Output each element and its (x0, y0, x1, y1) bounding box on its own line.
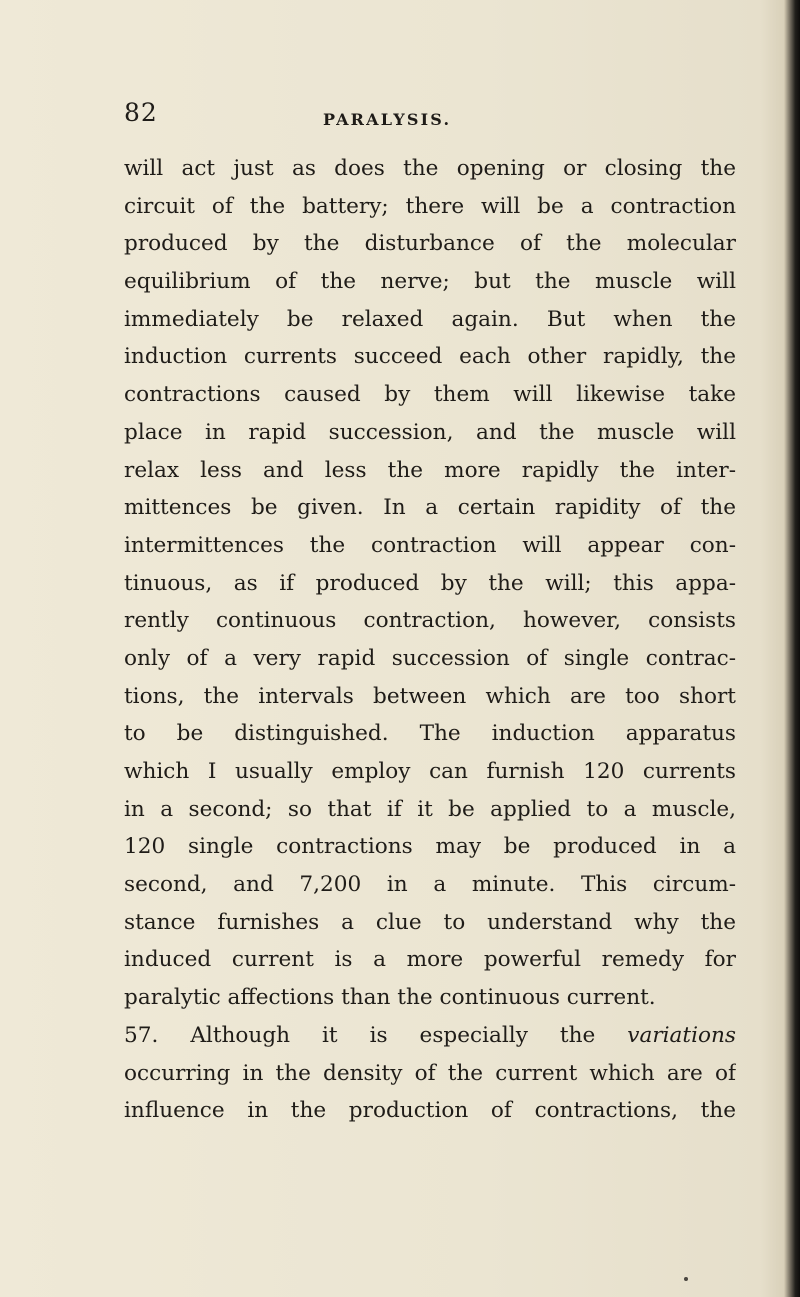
text-line: immediately be relaxed again. But when the (124, 306, 736, 332)
text-line: in a second; so that if it be applied to a muscle, (124, 796, 736, 822)
text-line: to be distinguished. The induction apparatus (124, 721, 736, 747)
section-57-first-line (124, 1017, 736, 1055)
section-57-text: 57. Although it is especially the (124, 1022, 628, 1048)
text-line: only of a very rapid succession of single contrac- (124, 645, 736, 671)
text-line: 120 single contractions may be produced in a (124, 834, 736, 860)
page-number: 82 (124, 98, 158, 127)
text-line: second, and 7,200 in a minute. This circum- (124, 872, 736, 898)
text-line: place in rapid succession, and the muscle will (124, 419, 736, 445)
text-line: induced current is a more powerful remedy for (124, 947, 736, 973)
running-head: PARALYSIS. (323, 110, 452, 129)
text-line: rently continuous contraction, however, consists (124, 608, 736, 634)
text-line: which I usually employ can furnish 120 currents (124, 759, 736, 784)
ink-speck (684, 1277, 688, 1281)
text-line: stance furnishes a clue to understand why the (124, 909, 736, 935)
text-line: produced by the disturbance of the molecular (124, 231, 736, 257)
text-line: tions, the intervals between which are too short (124, 683, 736, 709)
text-line: contractions caused by them will likewise take (124, 382, 736, 408)
text-line: will act just as does the opening or closing the (124, 156, 736, 181)
italic-term: variations (627, 1022, 736, 1048)
text-line: mittences be given. In a certain rapidity of the (124, 495, 736, 521)
page-edge-shadow (784, 0, 800, 1297)
text-line: relax less and less the more rapidly the inter- (124, 457, 736, 483)
body-text (124, 150, 736, 1130)
paragraph-end-line: paralytic affections than the continuous current. (124, 985, 656, 1011)
text-line: circuit of the battery; there will be a contraction (124, 193, 736, 219)
text-line: induction currents succeed each other rapidly, the (124, 344, 736, 370)
text-line: intermittences the contraction will appear con- (124, 532, 736, 558)
text-line: influence in the production of contractions, the (124, 1098, 736, 1124)
text-line: equilibrium of the nerve; but the muscle will (124, 269, 736, 295)
text-line: tinuous, as if produced by the will; this appa- (124, 570, 736, 596)
text-line: occurring in the density of the current which are of (124, 1060, 736, 1086)
